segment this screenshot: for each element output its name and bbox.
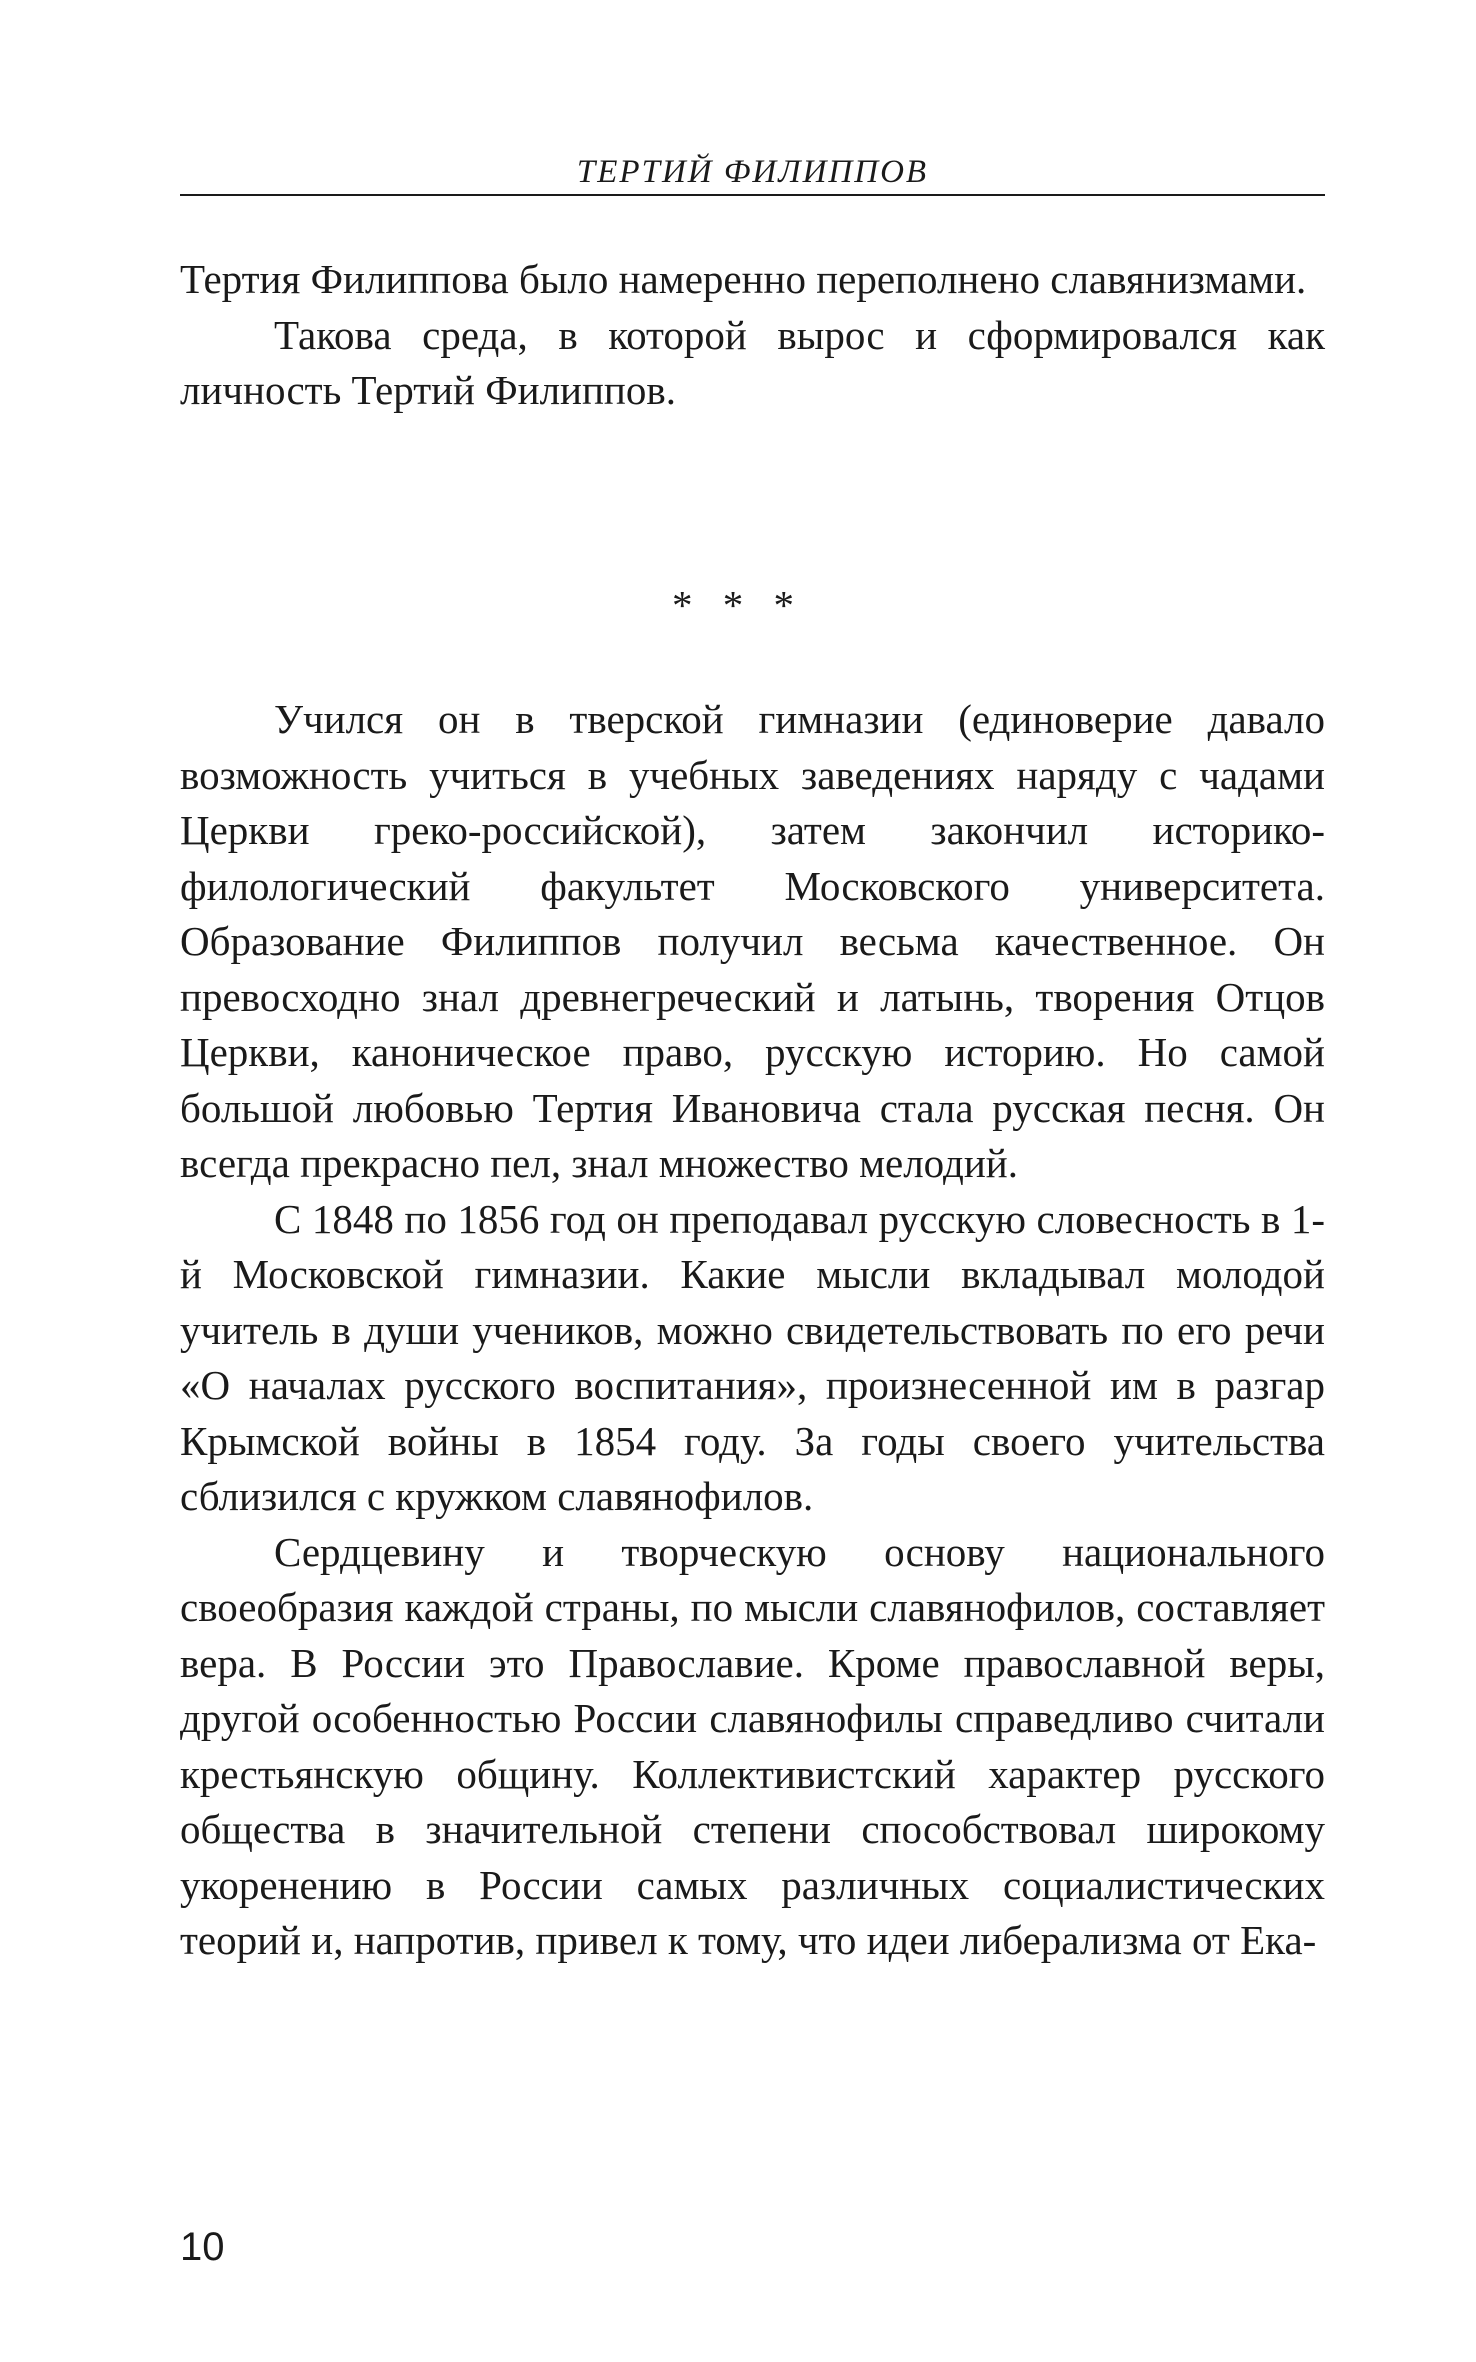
paragraph-continuation: Тертия Филиппова было намеренно переполнено славянизмами. (180, 256, 1307, 302)
text-block-top (180, 252, 1325, 419)
paragraph: Сердцевину и творческую основу национального своеобразия каждой страны, по мысли славянофилов, составляет вера. В России это Православие. Кроме православной веры, другой особенностью России славянофилы справедливо считали крестьянскую общину. Коллективистский характер русского общества в значительной степени способствовал широкому укоренению в России самых различных социалистических теорий и, напротив, привел к тому, что идеи либерализма от Ека- (180, 1528, 1325, 1963)
paragraph: Учился он в тверской гимназии (единоверие давало возможность учиться в учебных заведениях наряду с чадами Церкви греко-российской), затем закончил историко-филологический факультет Московского университета. Образование Филиппов получил весьма качественное. Он превосходно знал древнегреческий и латынь, творения Отцов Церкви, каноническое право, русскую историю. Но самой большой любовью Тертия Ивановича стала русская песня. Он всегда прекрасно пел, знал множество мелодий. (180, 696, 1325, 1186)
running-head: ТЕРТИЙ ФИЛИППОВ (576, 154, 929, 190)
page-number: 10 (180, 2225, 225, 2269)
paragraph: Такова среда, в которой вырос и сформировался как личность Тертий Филиппов. (180, 311, 1325, 413)
header-rule (180, 194, 1325, 196)
section-break: * * * (672, 582, 804, 628)
text-block-main (180, 692, 1325, 1969)
paragraph: С 1848 по 1856 год он преподавал русскую словесность в 1-й Московской гимназии. Какие мысли вкладывал молодой учитель в души учеников, можно свидетельствовать по его речи «О началах русского воспитания», произнесенной им в разгар Крымской войны в 1854 году. За годы своего учительства сблизился с кружком славянофилов. (180, 1195, 1325, 1519)
